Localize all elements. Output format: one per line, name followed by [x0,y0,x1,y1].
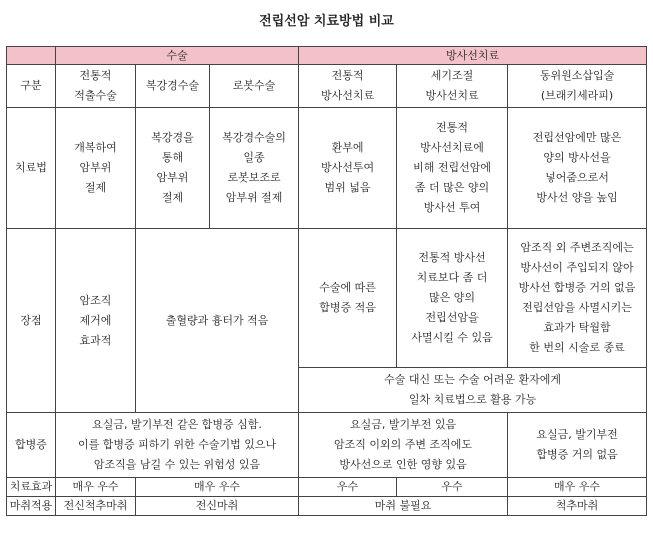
complication-cell: 요실금, 발기부전 같은 합병증 심함. 이를 합병증 피하기 위한 수술기법 있으나 암조직을 남길 수 있는 위험성 있음 [56,413,299,478]
row-label-effect: 치료효과 [7,478,56,497]
advantage-shared-cell: 수술 대신 또는 수술 어려운 환자에게 일차 치료법으로 활용 가능 [299,368,647,413]
method-header-row [7,65,647,108]
treatment-cell: 환부에 방사선투여 범위 넓음 [299,108,397,229]
anesthesia-cell: 마취 불필요 [299,497,508,516]
complication-cell: 요실금, 발기부전 합병증 거의 없음 [508,413,647,478]
treatment-cell: 복강경수술의 일종 로봇보조로 암부위 절제 [210,108,299,229]
effect-cell: 매우 우수 [136,478,299,497]
advantage-cell: 암조직 제거에 효과적 [56,229,136,413]
group-radiation: 방사선치료 [299,47,647,65]
advantage-cell: 수술에 따른 합병증 적음 [299,229,397,368]
treatment-cell: 전립선암에만 많은 양의 방사선을 넣어줌으로서 방사선 양을 높임 [508,108,647,229]
method-open-surgery: 전통적 적출수술 [56,65,136,108]
method-brachytherapy: 동위원소삽입술 (브래키세라피) [508,65,647,108]
comparison-table [6,46,647,516]
anesthesia-cell: 전신마취 [136,497,299,516]
row-label-anesthesia: 마취적용 [7,497,56,516]
treatment-row [7,108,647,229]
group-header-row [7,47,647,65]
method-laparoscopic: 복강경수술 [136,65,210,108]
row-label-advantages: 장점 [7,229,56,413]
anesthesia-row [7,497,647,516]
group-surgery: 수술 [56,47,299,65]
advantage-cell: 출혈량과 흉터가 적음 [136,229,299,413]
corner-cell [7,47,56,65]
effect-cell: 우수 [397,478,508,497]
advantages-row [7,229,647,368]
row-label-treatment: 치료법 [7,108,56,229]
complication-cell: 요실금, 발기부전 있음 암조직 이외의 주변 조직에도 방사선으로 인한 영향 있음 [299,413,508,478]
complications-row [7,413,647,478]
anesthesia-cell: 전신척추마취 [56,497,136,516]
category-label: 구분 [7,65,56,108]
method-robotic: 로봇수술 [210,65,299,108]
page-title: 전립선암 치료방법 비교 [259,14,394,29]
row-label-complications: 합병증 [7,413,56,478]
effect-cell: 매우 우수 [508,478,647,497]
method-conventional-radiation: 전통적 방사선치료 [299,65,397,108]
anesthesia-cell: 척추마취 [508,497,647,516]
treatment-cell: 전통적 방사선치료에 비해 전립선암에 좀 더 많은 양의 방사선 투여 [397,108,508,229]
advantage-cell: 전통적 방사선 치료보다 좀 더 많은 양의 전립선암을 사멸시킬 수 있음 [397,229,508,368]
effect-cell: 매우 우수 [56,478,136,497]
advantage-cell: 암조직 외 주변조직에는 방사선이 주입되지 않아 방사선 합병증 거의 없음 전립선암을 사멸시키는 효과가 탁월함 한 번의 시술로 종료 [508,229,647,368]
treatment-cell: 복강경을 통해 암부위 절제 [136,108,210,229]
effect-cell: 우수 [299,478,397,497]
effect-row [7,478,647,497]
treatment-cell: 개복하여 암부위 절제 [56,108,136,229]
method-imrt: 세기조절 방사선치료 [397,65,508,108]
